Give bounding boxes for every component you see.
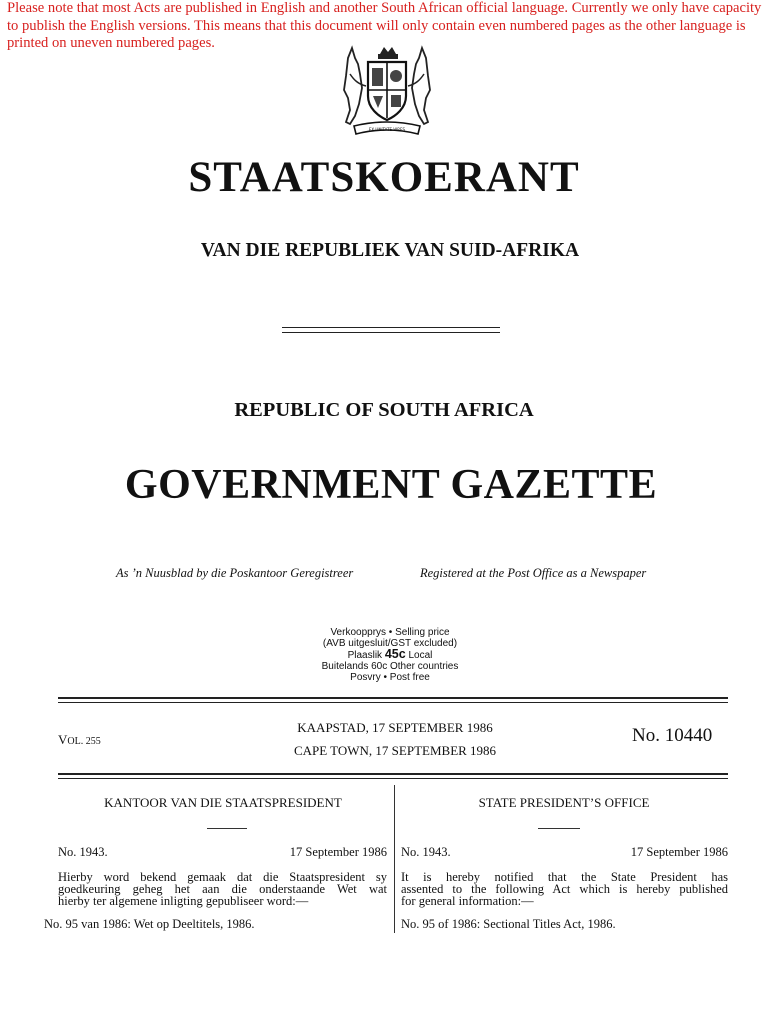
- notice-date-afrikaans: 17 September 1986: [289, 845, 387, 859]
- notice-number-english: No. 1943.: [401, 845, 451, 859]
- notice-body-english-3: for general information:—: [401, 894, 534, 908]
- section-rule-afrikaans: [207, 828, 247, 829]
- notice-number-afrikaans: No. 1943.: [58, 845, 108, 859]
- price-foreign: Buitelands 60c Other countries: [321, 661, 459, 672]
- office-heading-english: STATE PRESIDENT’S OFFICE: [478, 795, 650, 810]
- republic-heading: REPUBLIC OF SOUTH AFRICA: [234, 399, 534, 421]
- header-rule-bottom: [58, 773, 728, 775]
- notice-body-afrikaans-1: Hierby word bekend gemaak dat die Staatspresident sy: [58, 870, 387, 884]
- column-divider: [394, 785, 395, 933]
- notice-body-english-2: assented to the following Act which is hereby published: [401, 882, 728, 896]
- volume-label: VOL. 255: [58, 732, 101, 747]
- act-title-afrikaans: No. 95 van 1986: Wet op Deeltitels, 1986.: [44, 917, 255, 931]
- notice-body-english-1: It is hereby notified that the State President has: [401, 870, 728, 884]
- office-heading-afrikaans: KANTOOR VAN DIE STAATSPRESIDENT: [104, 795, 342, 810]
- svg-text:EX UNITATE VIRES: EX UNITATE VIRES: [368, 127, 406, 132]
- header-rule-top: [58, 697, 728, 699]
- publication-notice: Please note that most Acts are published in English and another South African official language. Currently we only have capacity to publish the English versions. This means that this document will only contain even numbered pages as the other language is printed on uneven numbered pages.: [7, 0, 762, 51]
- masthead-divider: [282, 327, 500, 333]
- masthead-title-afrikaans: STAATSKOERANT: [188, 154, 580, 201]
- price-local: Plaaslik 45c Local: [347, 647, 433, 661]
- notice-date-english: 17 September 1986: [630, 845, 728, 859]
- coat-of-arms-icon: [328, 44, 446, 138]
- notice-body-afrikaans-2: goedkeuring geheg het aan die onderstaande Wet wat: [58, 882, 387, 896]
- header-rule-top-thin: [58, 702, 728, 703]
- notice-body-afrikaans-3: hierby ter algemene inligting gepubliseer word:—: [58, 894, 309, 908]
- price-box: [300, 627, 480, 683]
- issue-number: No. 10440: [632, 725, 713, 746]
- price-postage: Posvry • Post free: [350, 672, 430, 683]
- section-rule-english: [538, 828, 580, 829]
- price-line: Verkoopprys • Selling price: [330, 627, 450, 638]
- header-rule-bottom-thin: [58, 778, 728, 779]
- registration-note-afrikaans: As ’n Nuusblad by die Poskantoor Geregistreer: [116, 566, 354, 580]
- masthead-subtitle-afrikaans: VAN DIE REPUBLIEK VAN SUID-AFRIKA: [200, 240, 580, 261]
- registration-note-english: Registered at the Post Office as a Newspaper: [420, 566, 647, 580]
- issue-date-english: CAPE TOWN, 17 SEPTEMBER 1986: [293, 743, 497, 758]
- price-tax-note: (AVB uitgesluit/GST excluded): [322, 638, 458, 649]
- act-title-english: No. 95 of 1986: Sectional Titles Act, 1986.: [401, 917, 616, 931]
- gazette-title: GOVERNMENT GAZETTE: [124, 462, 658, 508]
- issue-date-afrikaans: KAAPSTAD, 17 SEPTEMBER 1986: [297, 720, 493, 735]
